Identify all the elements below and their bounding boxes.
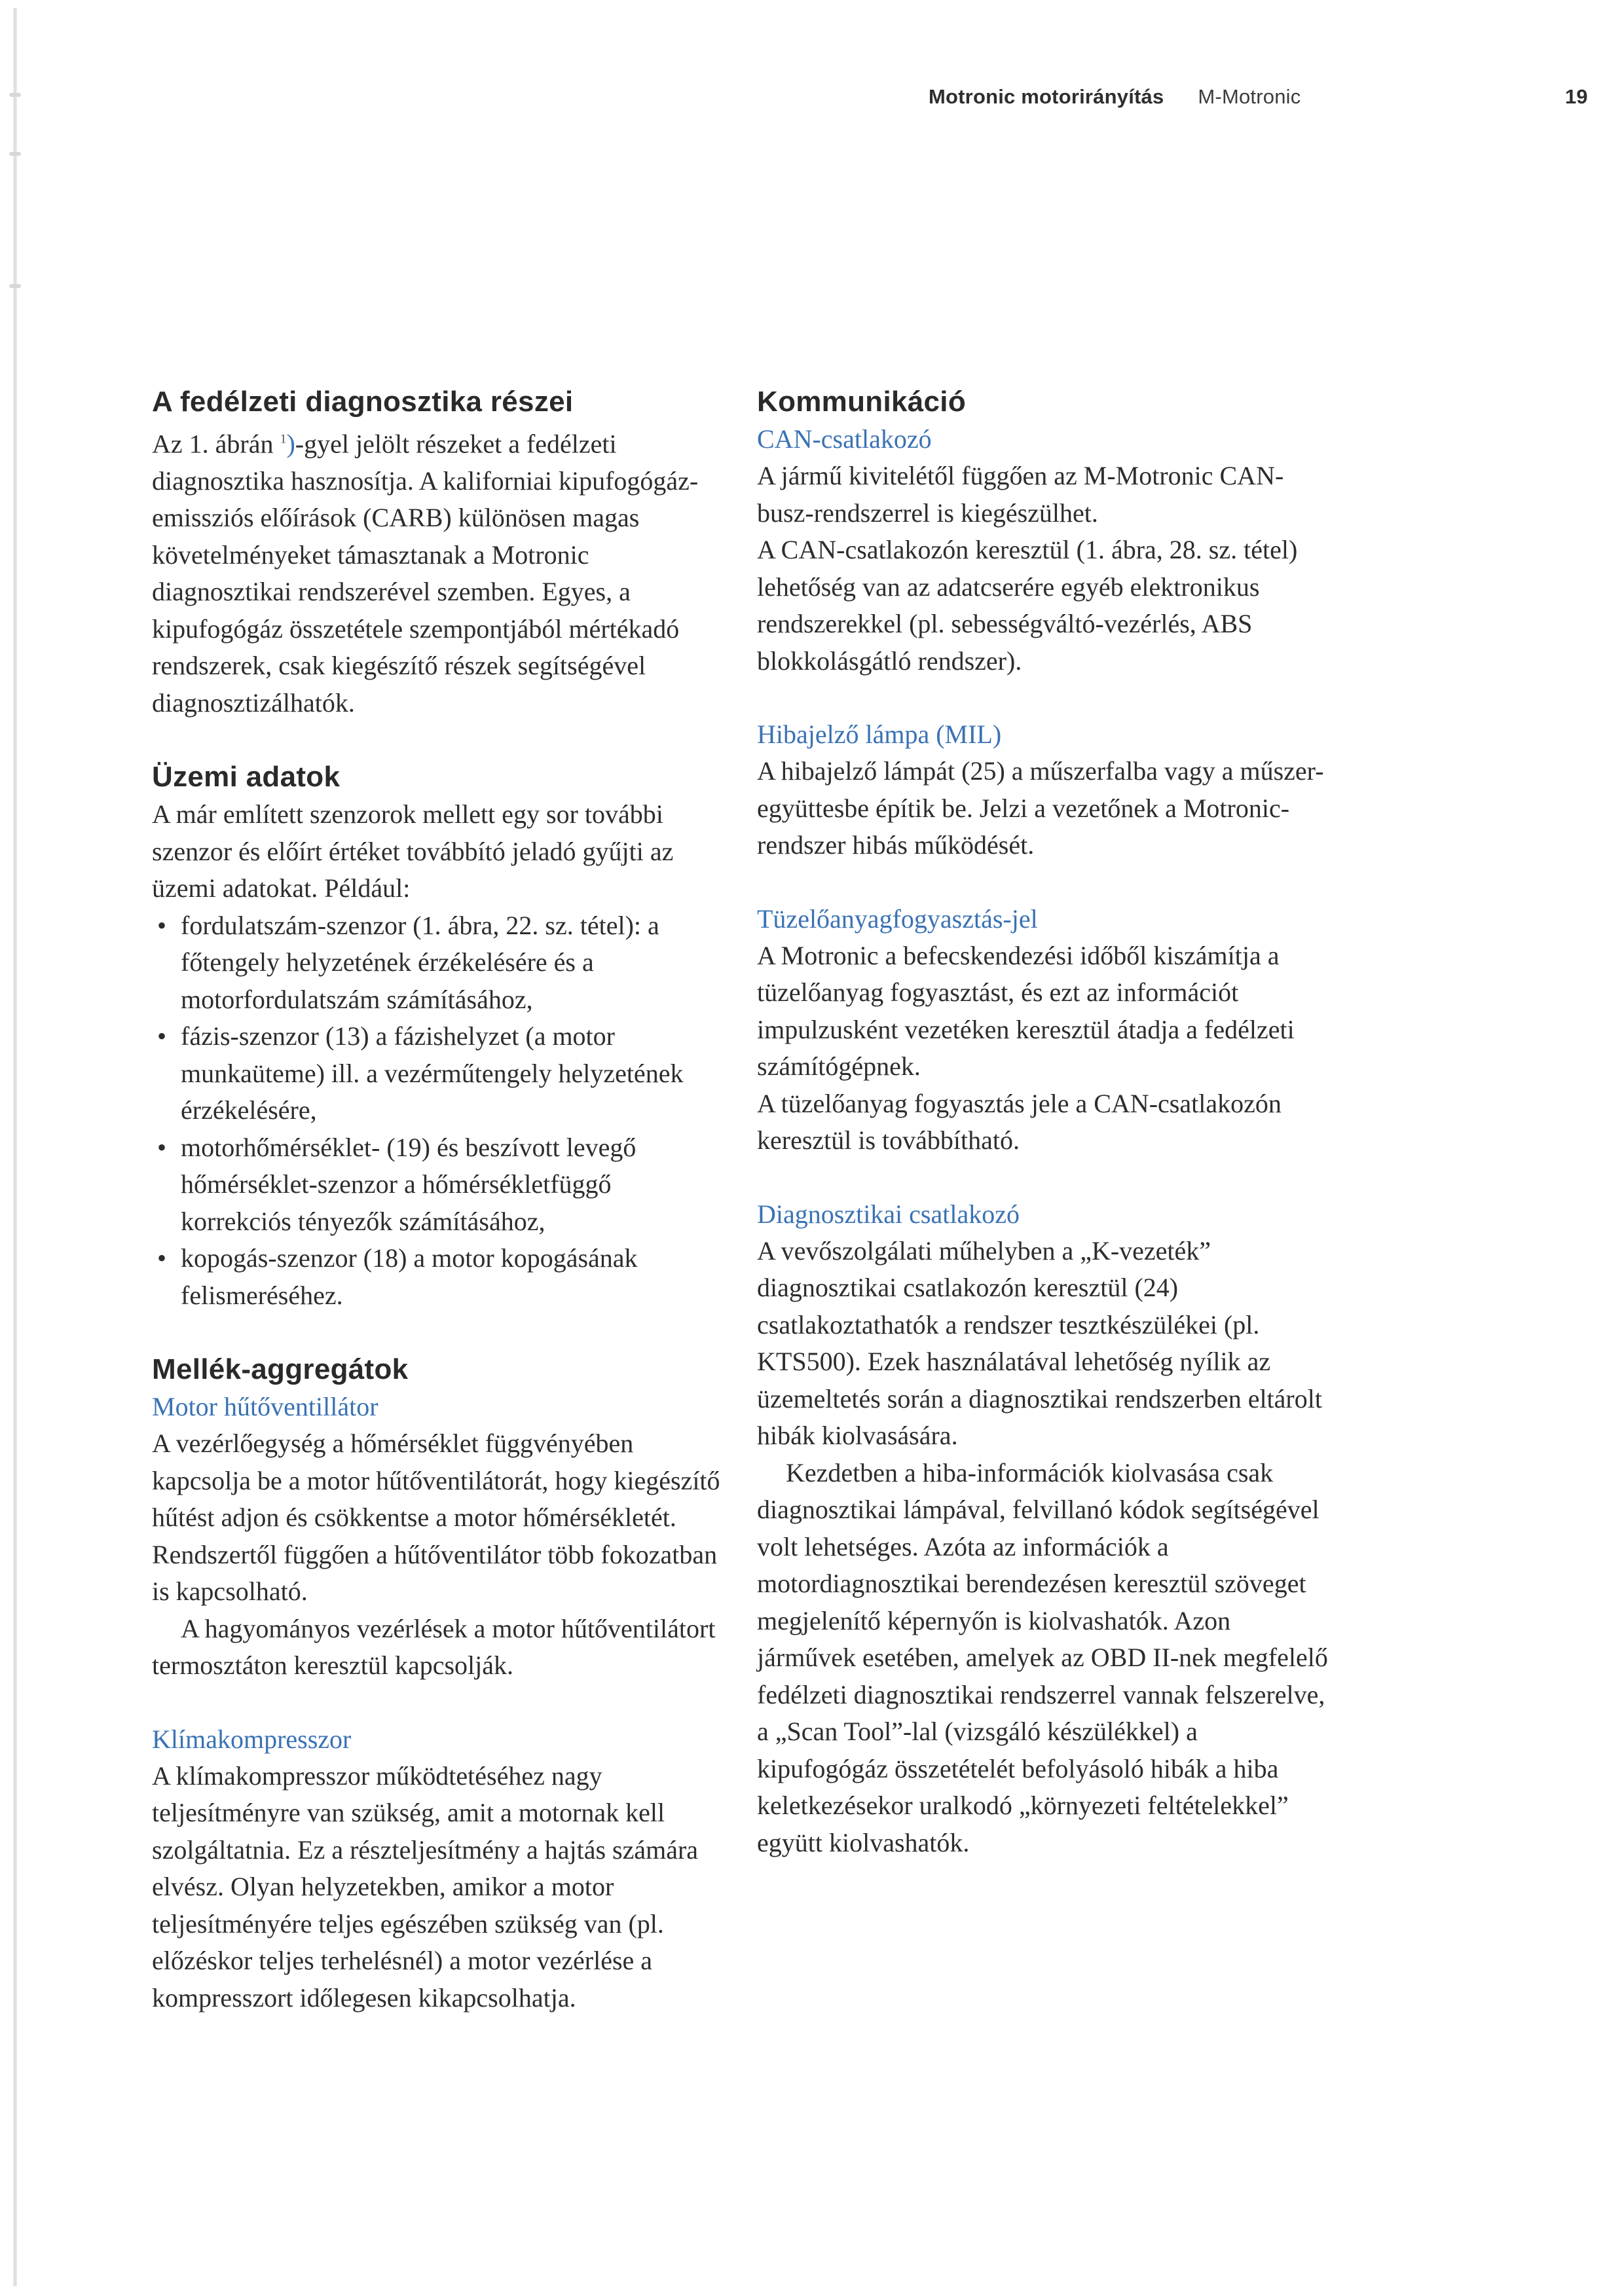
intro-text-end: -gyel jelölt részeket a fedélzeti diagnosztika hasznosítja. A kaliforniai kipufogógáz-emissziós előírások (CARB) különösen magas követelményeket támasztanak a Motronic diagnosztikai rendszerével szemben. Egyes, a kipufogógáz összetétele szempontjából mértékadó rendszerek, csak kiegészítő részek segítségével diagnosztizálhatók. [152, 429, 699, 718]
list-item-text: fázis-szenzor (13) a fázishelyzet (a motor munkaüteme) ill. a vezérműtengely helyzetének érzékelésére, [181, 1021, 684, 1125]
footnote-marker [280, 429, 295, 458]
diagnostic-paragraph-1: A vevőszolgálati műhelyben a „K-vezeték” diagnosztikai csatlakozón keresztül (24) csatlakoztathatók a rendszer tesztkészülékei (pl. KTS500). Ezek használatával lehetőség nyílik az üzemeltetés során a diagnosztikai rendszerben eltárolt hibák kiolvasására. [757, 1235, 1322, 1450]
left-column [152, 383, 728, 2016]
chapter-title: Motronic motorirányítás [929, 85, 1164, 108]
operating-data-paragraph: A már említett szenzorok mellett egy sor további szenzor és előírt értéket továbbító jeladó gyűjti az üzemi adatokat. Például: [152, 799, 674, 903]
binding-mark [9, 93, 21, 97]
list-item [152, 1018, 728, 1129]
list-item-text: fordulatszám-szenzor (1. ábra, 22. sz. tétel): a főtengely helyzetének érzékelésére és a motorfordulatszám számításához, [181, 910, 659, 1014]
subheading-can-connector: CAN-csatlakozó [757, 424, 932, 454]
page-number: 19 [1565, 85, 1588, 108]
sensor-list [152, 907, 728, 1315]
bullet-icon: • [157, 1021, 167, 1051]
footnote-paren: ) [286, 429, 295, 459]
section-heading: Üzemi adatok [152, 761, 341, 793]
footnote-number: 1 [280, 432, 287, 446]
section-communication [757, 383, 1333, 1861]
intro-text-start: Az 1. ábrán [152, 429, 280, 459]
cooling-fan-paragraph-2: A hagyományos vezérlések a motor hűtőventilátort termosztáton keresztül kapcsolják. [152, 1613, 716, 1681]
section-onboard-diagnostics [152, 383, 728, 721]
list-item [152, 1129, 728, 1241]
fuel-paragraph-1: A Motronic a befecskendezési időből kiszámítja a tüzelőanyag fogyasztást, és ezt az információt impulzusként vezetéken keresztül átadja a fedélzeti számítógépnek. [757, 940, 1295, 1081]
diagnostic-paragraph-2: Kezdetben a hiba-információk kiolvasása csak diagnosztikai lámpával, felvillanó kódok segítségével volt lehetséges. Azóta az információk a motordiagnosztikai berendezésen keresztül szöveget megjelenítő képernyőn is kiolvashatók. Azon járművek esetében, amelyek az OBD II-nek megfelelő fedélzeti diagnosztikai rendszerrel vannak felszerelve, a „Scan Tool”-lal (vizsgáló készülékkel) a kipufogógáz összetételét befolyásoló hibák a hiba keletkezésekor uralkodó „környezeti feltételekkel” együtt kiolvashatók. [757, 1457, 1328, 1857]
section-operating-data [152, 758, 728, 1314]
intro-paragraph [152, 421, 728, 721]
can-paragraph-2: A CAN-csatlakozón keresztül (1. ábra, 28. sz. tétel) lehetőség van az adatcserére egyéb elektronikus rendszerekkel (pl. sebességváltó-vezérlés, ABS blokkolásgátló rendszer). [757, 535, 1298, 676]
list-item [152, 1240, 728, 1314]
subheading-ac-compressor: Klímakompresszor [152, 1724, 352, 1754]
fuel-paragraph-2: A tüzelőanyag fogyasztás jele a CAN-csatlakozón keresztül is továbbítható. [757, 1088, 1282, 1155]
mil-paragraph: A hibajelző lámpát (25) a műszerfalba vagy a műszer-együttesbe építik be. Jelzi a vezetőnek a Motronic-rendszer hibás működését. [757, 756, 1324, 860]
subheading-diagnostic-connector: Diagnosztikai csatlakozó [757, 1199, 1020, 1229]
list-item-text: kopogás-szenzor (18) a motor kopogásának felismeréséhez. [181, 1243, 638, 1310]
page-binding-edge [13, 8, 17, 2286]
can-paragraph-1: A jármű kivitelétől függően az M-Motronic CAN-busz-rendszerrel is kiegészülhet. [757, 461, 1284, 528]
bullet-icon: • [157, 1243, 167, 1273]
bullet-icon: • [157, 1132, 167, 1162]
section-title: M-Motronic [1198, 85, 1301, 108]
section-auxiliary-units [152, 1351, 728, 2016]
right-column [757, 383, 1333, 1861]
section-heading: Mellék-aggregátok [152, 1353, 409, 1386]
bullet-icon: • [157, 910, 167, 940]
ac-compressor-paragraph: A klímakompresszor működtetéséhez nagy teljesítményre van szükség, amit a motornak kell szolgáltatnia. Ez a részteljesítmény a hajtás számára elvész. Olyan helyzetekben, amikor a motor teljesítményére teljes egészében szükség van (pl. előzéskor teljes terhelésnél) a motor vezérlése a kompresszort időlegesen kikapcsolhatja. [152, 1760, 699, 2013]
running-header [929, 85, 1301, 109]
cooling-fan-paragraph: A vezérlőegység a hőmérséklet függvényében kapcsolja be a motor hűtőventilátorát, hogy kiegészítő hűtést adjon és csökkentse a motor hőmérsékletét. Rendszertől függően a hűtőventilátor több fokozatban is kapcsolható. [152, 1429, 720, 1607]
list-item-text: motorhőmérséklet- (19) és beszívott levegő hőmérséklet-szenzor a hőmérsékletfüggő korrekciós tényezők számításához, [181, 1132, 637, 1236]
subheading-fuel-signal: Tüzelőanyagfogyasztás-jel [757, 903, 1038, 934]
section-heading: A fedélzeti diagnosztika részei [152, 386, 574, 418]
list-item [152, 907, 728, 1019]
section-heading: Kommunikáció [757, 386, 966, 418]
binding-mark [9, 284, 21, 288]
subheading-mil: Hibajelző lámpa (MIL) [757, 720, 1002, 749]
binding-mark [9, 152, 21, 156]
subheading-cooling-fan: Motor hűtőventillátor [152, 1392, 378, 1422]
